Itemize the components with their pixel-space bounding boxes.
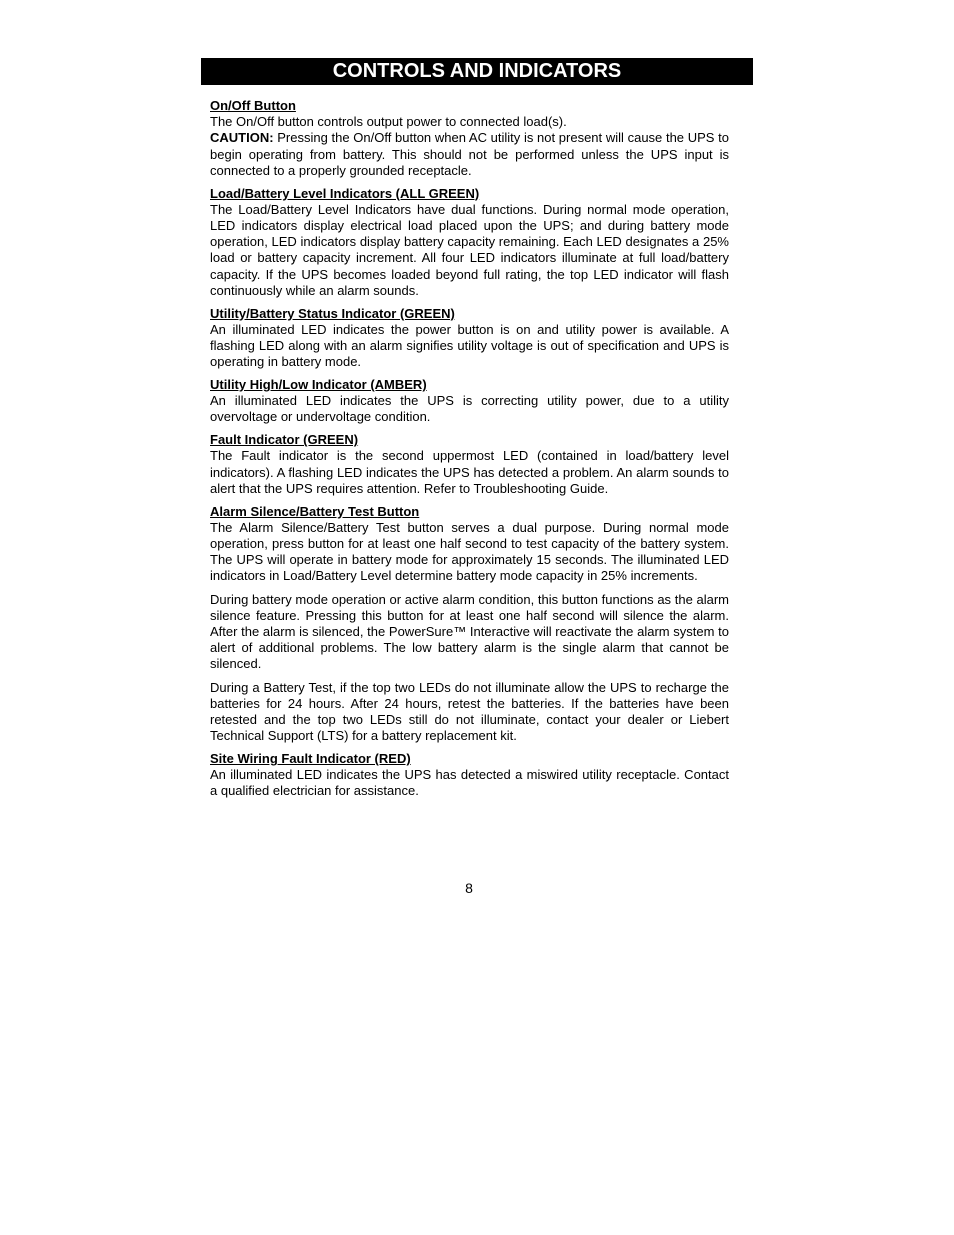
section-heading-fault: Fault Indicator (GREEN) — [210, 432, 359, 448]
section-text-site-wiring: An illuminated LED indicates the UPS has detected a miswired utility receptacle. Contact a qualified electrician for assistance. — [210, 767, 729, 799]
caution-text: Pressing the On/Off button when AC utility is not present will cause the UPS to begin operating from battery. This should not be performed unless the UPS input is connected to a properly grounded receptacle. — [210, 130, 729, 178]
document-body — [210, 98, 729, 800]
section-text-fault: The Fault indicator is the second uppermost LED (contained in load/battery level indicators). A flashing LED indicates the UPS has detected a problem. An alarm sounds to alert that the UPS requires attention. Refer to Troubleshooting Guide. — [210, 448, 729, 496]
section-text-onoff-button: The On/Off button controls output power to connected load(s). — [210, 114, 567, 130]
section-heading-utility-battery: Utility/Battery Status Indicator (GREEN) — [210, 305, 455, 321]
page-number: 8 — [465, 880, 473, 896]
caution-label: CAUTION: — [210, 130, 274, 146]
section-heading-onoff-button: On/Off Button — [210, 98, 296, 113]
section-heading-alarm-silence: Alarm Silence/Battery Test Button — [210, 503, 420, 519]
section-text-alarm-silence-3: During a Battery Test, if the top two LEDs do not illuminate allow the UPS to recharge the batteries for 24 hours. After 24 hours, retest the batteries. If the batteries have been retested and the top two LEDs still do not illuminate, contact your dealer or Liebert Technical Support (LTS) for a battery replacement kit. — [210, 679, 729, 744]
section-text-utility-battery: An illuminated LED indicates the power button is on and utility power is available. A flashing LED along with an alarm signifies utility voltage is out of specification and UPS is operating in battery mode. — [210, 321, 729, 370]
section-text-utility-highlow: An illuminated LED indicates the UPS is correcting utility power, due to a utility overvoltage or undervoltage condition. — [210, 393, 729, 425]
section-text-alarm-silence-1: The Alarm Silence/Battery Test button serves a dual purpose. During normal mode operation, press button for at least one half second to test capacity of the battery system. The UPS will operate in battery mode for approximately 15 seconds. The illuminated LED indicators in Load/Battery Level determine battery mode capacity in 25% increments. — [210, 519, 729, 584]
caution-paragraph — [210, 130, 729, 179]
section-heading-site-wiring: Site Wiring Fault Indicator (RED) — [210, 751, 411, 767]
page-title: CONTROLS AND INDICATORS — [201, 58, 753, 85]
section-text-alarm-silence-2: During battery mode operation or active alarm condition, this button functions as the alarm silence feature. Pressing this button for at least one half second will silence the alarm. After the alarm is silenced, the PowerSure™ Interactive will reactivate the alarm system to alert of additional problems. The low battery alarm is the single alarm that cannot be silenced. — [210, 591, 729, 672]
section-text-load-battery: The Load/Battery Level Indicators have dual functions. During normal mode operation, LED indicators display electrical load placed upon the UPS; and during battery mode operation, LED indicators display battery capacity remaining. Each LED designates a 25% load or battery capacity increment. All four LED indicators illuminate at full load/battery capacity. If the UPS becomes loaded beyond full rating, the top LED indicator will flash continuously while an alarm sounds. — [210, 201, 729, 298]
section-heading-load-battery: Load/Battery Level Indicators (ALL GREEN) — [210, 185, 480, 201]
section-heading-utility-highlow: Utility High/Low Indicator (AMBER) — [210, 377, 427, 393]
